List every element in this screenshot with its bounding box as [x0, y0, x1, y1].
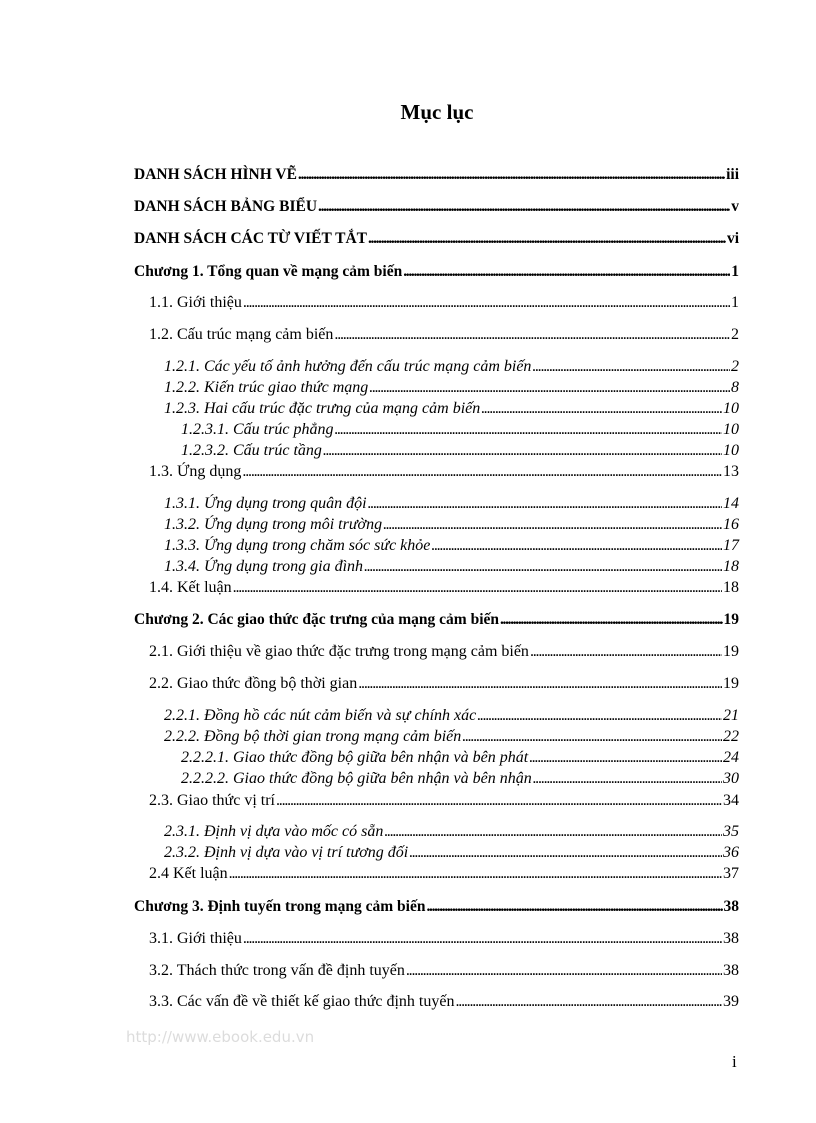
dot-leader: [462, 727, 722, 747]
toc-entry-label: 1.3. Ứng dụng: [149, 463, 242, 480]
dot-leader: [529, 748, 722, 768]
dot-leader: [323, 441, 722, 461]
toc-entry-label: 2.4 Kết luận: [149, 865, 228, 882]
toc-entry[interactable]: [134, 165, 739, 185]
toc-entry[interactable]: [149, 992, 739, 1012]
dot-leader: [233, 578, 722, 598]
dot-leader: [455, 992, 722, 1012]
toc-entry-page: 18: [723, 579, 739, 596]
toc-entry[interactable]: [181, 441, 739, 461]
toc-entry-label: 2.1. Giới thiệu về giao thức đặc trưng trong mạng cảm biến: [149, 643, 529, 660]
toc-entry-page: 10: [723, 442, 739, 459]
toc-entry-label: 1.2.1. Các yếu tố ảnh hưởng đến cấu trúc mạng cảm biến: [164, 358, 532, 375]
toc-entry[interactable]: [164, 822, 739, 842]
toc-entry[interactable]: [164, 494, 739, 514]
toc-entry-page: 24: [723, 749, 739, 766]
toc-entry-page: 39: [723, 993, 739, 1010]
toc-entry[interactable]: [134, 610, 739, 630]
toc-entry-page: 13: [723, 463, 739, 480]
toc-entry[interactable]: [181, 748, 739, 768]
toc-entry-page: 35: [723, 823, 739, 840]
toc-entry[interactable]: [164, 357, 739, 377]
toc-entry-label: 1.1. Giới thiệu: [149, 294, 242, 311]
toc-entry-label: 1.2.2. Kiến trúc giao thức mạng: [164, 379, 369, 396]
dot-leader: [276, 791, 722, 811]
toc-entry[interactable]: [149, 929, 739, 949]
dot-leader: [384, 822, 722, 842]
toc-entry[interactable]: [164, 399, 739, 419]
toc-entry-page: 2: [731, 358, 739, 375]
toc-entry-label: 1.2.3. Hai cấu trúc đặc trưng của mạng cảm biến: [164, 400, 481, 417]
toc-entry-label: 2.3. Giao thức vị trí: [149, 792, 275, 809]
toc-entry-label: 1.3.3. Ứng dụng trong chăm sóc sức khỏe: [164, 537, 431, 554]
dot-leader: [383, 515, 722, 535]
toc-entry-label: DANH SÁCH HÌNH VẼ: [134, 166, 297, 183]
dot-leader: [243, 929, 722, 949]
dot-leader: [403, 262, 730, 282]
toc-entry[interactable]: [181, 769, 739, 789]
toc-entry-label: DANH SÁCH CÁC TỪ VIẾT TẮT: [134, 230, 367, 247]
toc-entry-label: Chương 3. Định tuyến trong mạng cảm biến: [134, 898, 426, 915]
toc-entry-page: v: [731, 198, 739, 215]
dot-leader: [532, 357, 730, 377]
toc-entry-page: 38: [723, 962, 739, 979]
toc-entry-page: 10: [723, 421, 739, 438]
toc-entry-label: 1.2.3.2. Cấu trúc tầng: [181, 442, 322, 459]
toc-entry-label: DANH SÁCH BẢNG BIỂU: [134, 198, 318, 215]
dot-leader: [318, 197, 730, 217]
dot-leader: [364, 557, 722, 577]
toc-entry[interactable]: [181, 420, 739, 440]
toc-entry-label: 2.2. Giao thức đồng bộ thời gian: [149, 675, 358, 692]
toc-entry-label: 3.3. Các vấn đề về thiết kế giao thức định tuyến: [149, 993, 455, 1010]
toc-entry-label: 2.3.1. Định vị dựa vào mốc có sẵn: [164, 823, 384, 840]
toc-entry[interactable]: [164, 727, 739, 747]
toc-entry[interactable]: [149, 674, 739, 694]
toc-entry-page: 34: [723, 792, 739, 809]
toc-entry[interactable]: [164, 843, 739, 863]
toc-entry-page: 38: [723, 930, 739, 947]
toc-entry-label: 2.3.2. Định vị dựa vào vị trí tương đối: [164, 844, 409, 861]
toc-entry-label: 2.2.2. Đồng bộ thời gian trong mạng cảm biến: [164, 728, 462, 745]
toc-entry-label: 1.2.3.1. Cấu trúc phẳng: [181, 421, 334, 438]
dot-leader: [334, 325, 730, 345]
dot-leader: [368, 494, 722, 514]
toc-entry[interactable]: [149, 325, 739, 345]
toc-entry-page: 22: [723, 728, 739, 745]
toc-entry-page: 19: [723, 675, 739, 692]
toc-entry-label: 1.2. Cấu trúc mạng cảm biến: [149, 326, 334, 343]
dot-leader: [368, 229, 726, 249]
toc-entry[interactable]: [149, 642, 739, 662]
dot-leader: [298, 165, 725, 185]
dot-leader: [242, 462, 722, 482]
toc-entry-page: 14: [723, 495, 739, 512]
toc-entry-label: 2.2.2.1. Giao thức đồng bộ giữa bên nhận và bên phát: [181, 749, 529, 766]
toc-entry-page: 21: [723, 707, 739, 724]
toc-entry-label: 2.2.1. Đồng hồ các nút cảm biến và sự chính xác: [164, 707, 477, 724]
toc-entry-page: 36: [723, 844, 739, 861]
toc-entry-page: 16: [723, 516, 739, 533]
dot-leader: [431, 536, 722, 556]
toc-entry-page: iii: [726, 166, 739, 183]
toc-entry[interactable]: [149, 293, 739, 313]
toc-entry-label: 1.3.2. Ứng dụng trong môi trường: [164, 516, 383, 533]
dot-leader: [229, 864, 722, 884]
dot-leader: [369, 378, 730, 398]
toc-entry-page: 8: [731, 379, 739, 396]
toc-entry-page: 1: [731, 263, 739, 280]
toc-entry[interactable]: [149, 462, 739, 482]
toc-entry-page: 19: [723, 611, 739, 628]
toc-entry-page: 2: [731, 326, 739, 343]
toc-entry[interactable]: [164, 378, 739, 398]
toc-entry[interactable]: [164, 515, 739, 535]
dot-leader: [530, 642, 722, 662]
dot-leader: [358, 674, 722, 694]
toc-entry-page: 19: [723, 643, 739, 660]
toc-entry-page: 1: [731, 294, 739, 311]
toc-entry[interactable]: [149, 791, 739, 811]
toc-entry-label: 1.3.4. Ứng dụng trong gia đình: [164, 558, 364, 575]
toc-entry[interactable]: [149, 864, 739, 884]
toc-entry-page: 30: [723, 770, 739, 787]
toc-entry-label: 1.3.1. Ứng dụng trong quân đội: [164, 495, 367, 512]
toc-entry-page: 38: [723, 898, 739, 915]
toc-entry[interactable]: [164, 706, 739, 726]
dot-leader: [243, 293, 730, 313]
toc-entry-label: 2.2.2.2. Giao thức đồng bộ giữa bên nhận và bên nhận: [181, 770, 532, 787]
toc-entry-label: Chương 2. Các giao thức đặc trưng của mạng cảm biến: [134, 611, 499, 628]
dot-leader: [406, 961, 722, 981]
toc-entry[interactable]: [164, 557, 739, 577]
page-title: Mục lục: [400, 100, 474, 124]
toc-entry-label: 1.4. Kết luận: [149, 579, 232, 596]
dot-leader: [533, 769, 722, 789]
toc-entry-page: 10: [723, 400, 739, 417]
toc-entry[interactable]: [149, 961, 739, 981]
toc-entry-page: 18: [723, 558, 739, 575]
toc-entry-label: 3.1. Giới thiệu: [149, 930, 242, 947]
toc-entry-page: 17: [723, 537, 739, 554]
dot-leader: [477, 706, 722, 726]
dot-leader: [426, 897, 722, 917]
toc-entry[interactable]: [134, 229, 739, 249]
dot-leader: [481, 399, 722, 419]
toc-entry[interactable]: [149, 578, 739, 598]
dot-leader: [334, 420, 722, 440]
toc-entry[interactable]: [164, 536, 739, 556]
toc-entry[interactable]: [134, 197, 739, 217]
toc-entry-page: 37: [723, 865, 739, 882]
page-number: i: [732, 1052, 737, 1071]
toc-entry-label: Chương 1. Tổng quan về mạng cảm biến: [134, 263, 403, 280]
toc-entry-page: vi: [726, 230, 739, 247]
dot-leader: [409, 843, 722, 863]
toc-entry[interactable]: [134, 262, 739, 282]
toc-entry-label: 3.2. Thách thức trong vấn đề định tuyến: [149, 962, 405, 979]
watermark: http://www.ebook.edu.vn: [126, 1028, 315, 1046]
toc-entry[interactable]: [134, 897, 739, 917]
dot-leader: [500, 610, 723, 630]
